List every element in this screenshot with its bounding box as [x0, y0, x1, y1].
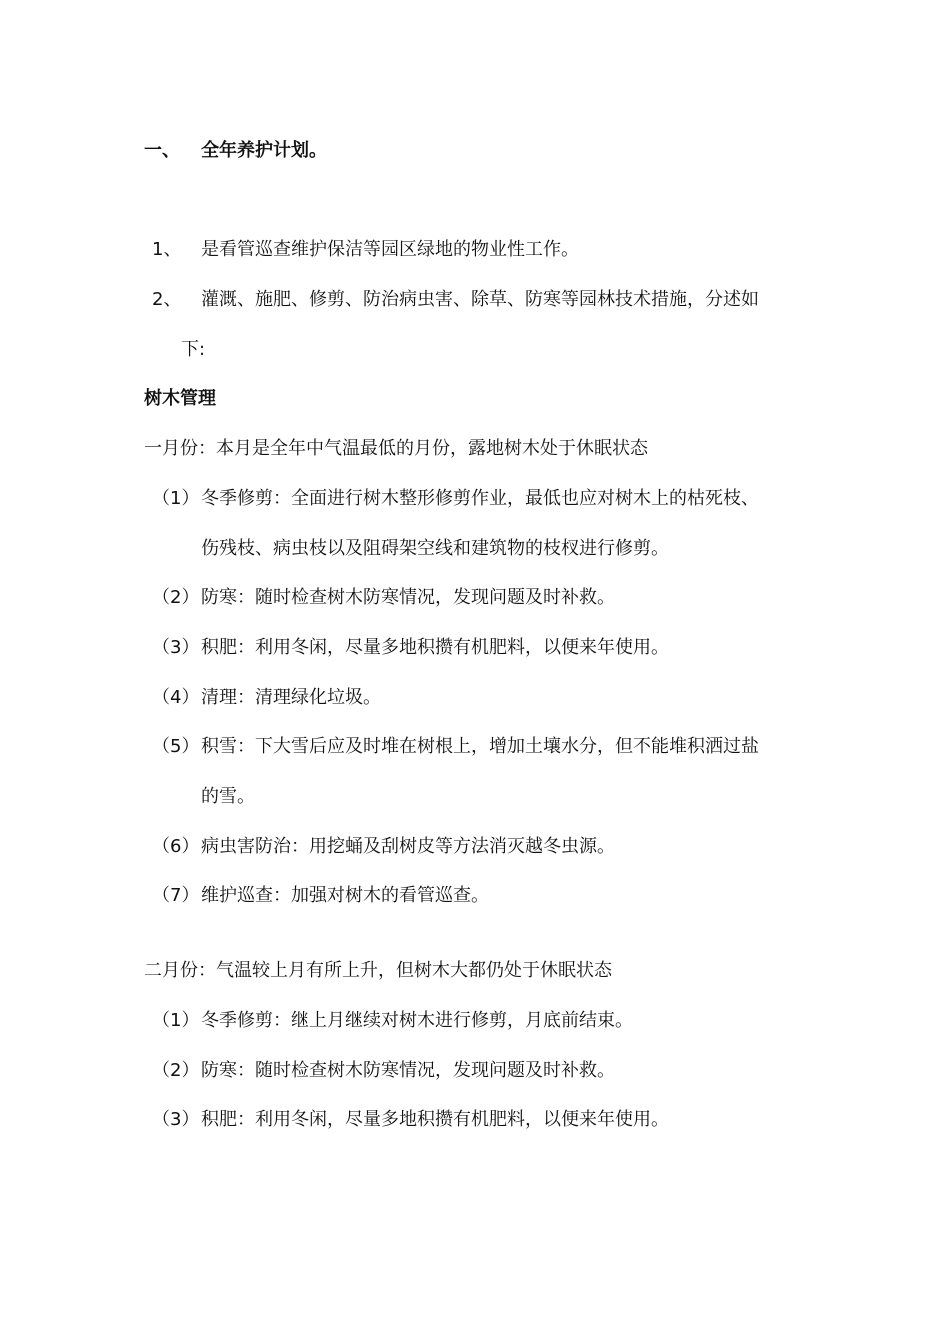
item-text: 积肥：利用冬闲，尽量多地积攒有机肥料，以便来年使用。 — [201, 1109, 669, 1130]
item-text: 积肥：利用冬闲，尽量多地积攒有机肥料，以便来年使用。 — [201, 637, 669, 658]
section-title: 树木管理 — [144, 388, 216, 409]
intro-text-2: 灌溉、施肥、修剪、防治病虫害、除草、防寒等园林技术措施，分述如 — [201, 289, 759, 310]
item-text: 清理：清理绿化垃圾。 — [201, 687, 381, 708]
item-text: 防寒：随时检查树木防寒情况，发现问题及时补救。 — [201, 587, 615, 608]
item-number: （1） — [152, 488, 200, 509]
heading-title: 全年养护计划。 — [201, 140, 327, 161]
item-number: （2） — [152, 1060, 200, 1081]
item-number: （7） — [152, 885, 200, 906]
intro-number-2: 2、 — [152, 289, 182, 310]
item-number: （2） — [152, 587, 200, 608]
item-text-cont: 伤残枝、病虫枝以及阻碍架空线和建筑物的枝杈进行修剪。 — [201, 538, 669, 559]
item-text: 冬季修剪：继上月继续对树木进行修剪，月底前结束。 — [201, 1010, 633, 1031]
item-text: 积雪：下大雪后应及时堆在树根上，增加土壤水分，但不能堆积洒过盐 — [201, 736, 759, 757]
intro-number-1: 1、 — [152, 239, 182, 260]
item-text-cont: 的雪。 — [201, 786, 255, 807]
item-text: 病虫害防治：用挖蛹及刮树皮等方法消灭越冬虫源。 — [201, 836, 615, 857]
item-number: （4） — [152, 687, 200, 708]
item-text: 冬季修剪：全面进行树木整形修剪作业，最低也应对树木上的枯死枝、 — [201, 488, 759, 509]
intro-text-2-cont: 下: — [181, 339, 206, 360]
item-number: （3） — [152, 1109, 200, 1130]
item-number: （1） — [152, 1010, 200, 1031]
item-number: （3） — [152, 637, 200, 658]
item-number: （5） — [152, 736, 200, 757]
intro-text-1: 是看管巡查维护保洁等园区绿地的物业性工作。 — [201, 239, 579, 260]
item-text: 防寒：随时检查树木防寒情况，发现问题及时补救。 — [201, 1060, 615, 1081]
heading-number: 一、 — [144, 140, 180, 161]
item-text: 维护巡查：加强对树木的看管巡查。 — [201, 885, 489, 906]
item-number: （6） — [152, 836, 200, 857]
month-title-february: 二月份：气温较上月有所上升，但树木大都仍处于休眠状态 — [144, 960, 612, 981]
month-title-january: 一月份：本月是全年中气温最低的月份，露地树木处于休眠状态 — [144, 438, 648, 459]
